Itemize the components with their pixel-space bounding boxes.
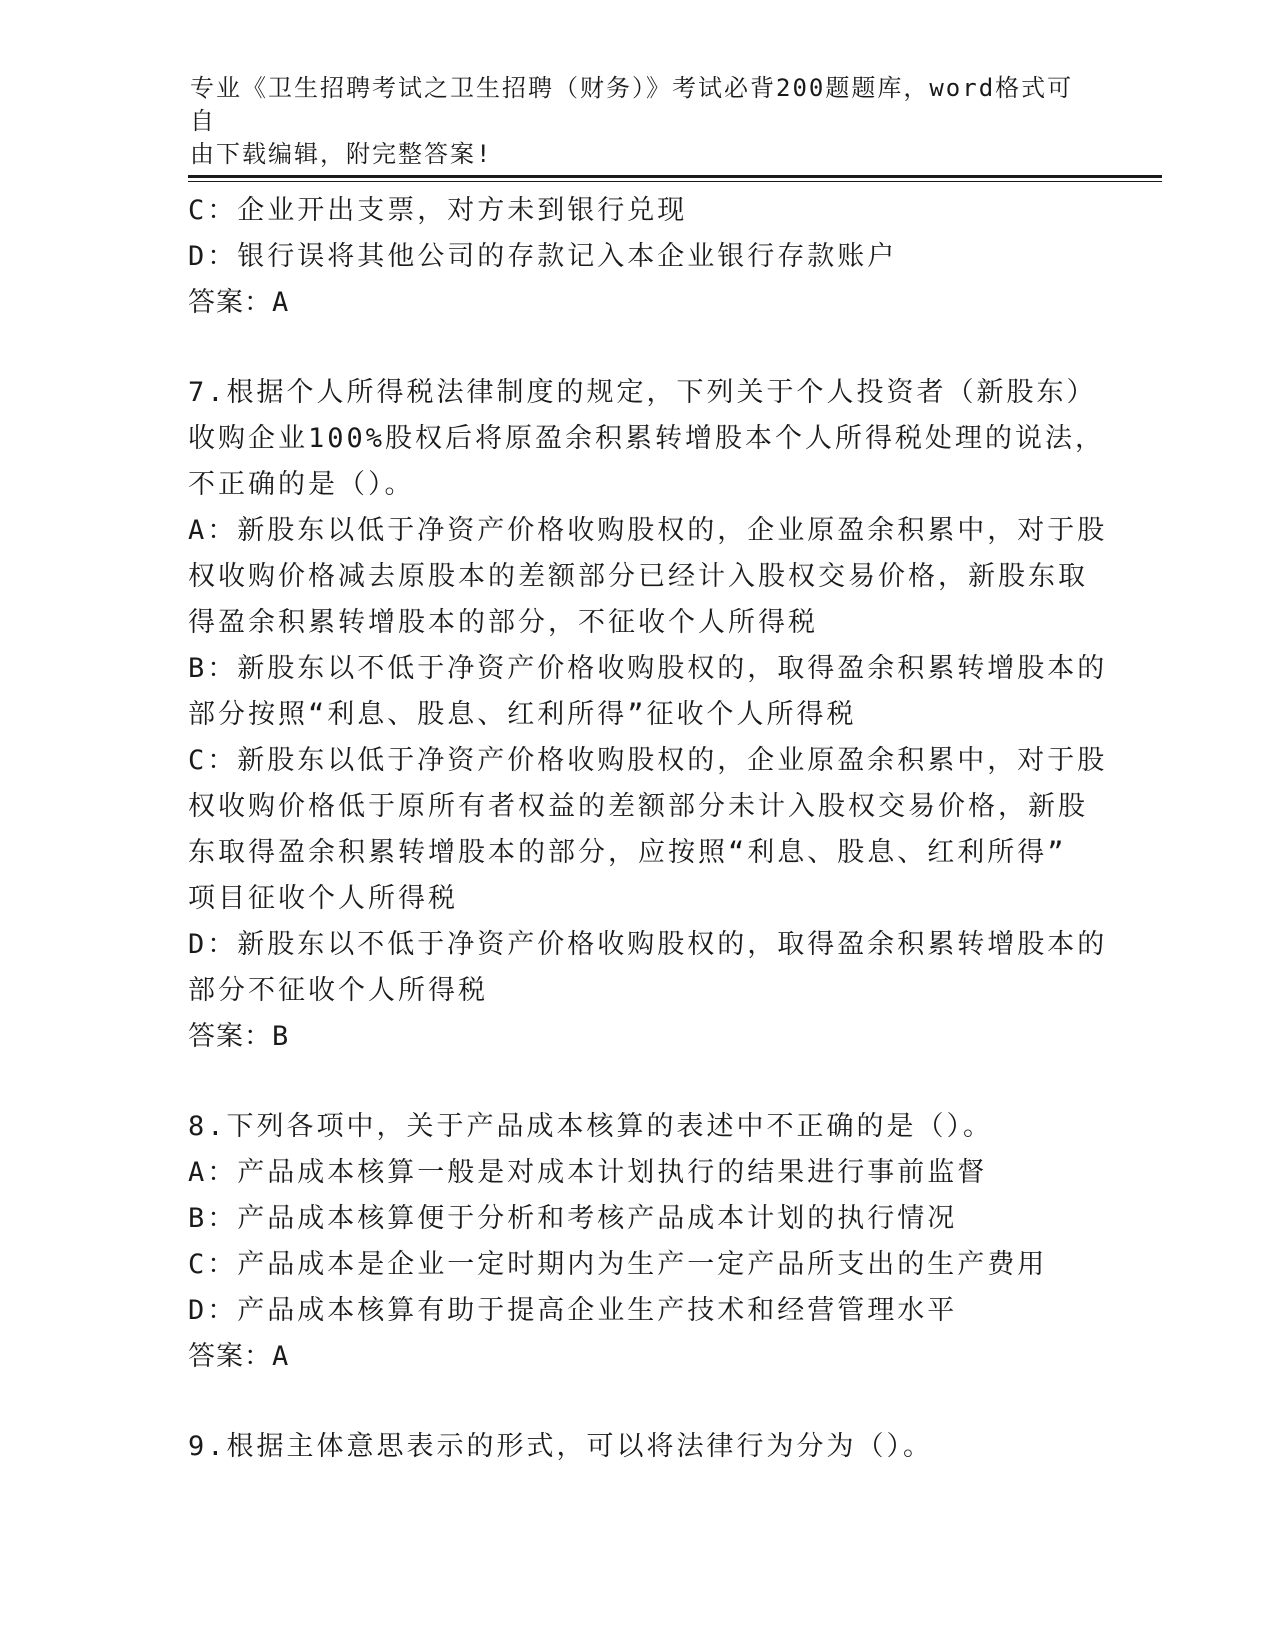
- option-c: C：新股东以低于净资产价格收购股权的，企业原盈余积累中，对于股: [188, 745, 1108, 776]
- question-stem: 不正确的是（）。: [188, 469, 415, 500]
- option-b: B：产品成本核算便于分析和考核产品成本计划的执行情况: [188, 1203, 958, 1234]
- option-c: C：企业开出支票，对方未到银行兑现: [188, 195, 688, 226]
- option-a: 权收购价格减去原股本的差额部分已经计入股权交易价格，新股东取: [188, 561, 1088, 592]
- spacer: [188, 1380, 1078, 1424]
- question-stem: 收购企业100%股权后将原盈余积累转增股本个人所得税处理的说法，: [188, 423, 1106, 454]
- option-d: D：产品成本核算有助于提高企业生产技术和经营管理水平: [188, 1295, 958, 1326]
- option-d: D：银行误将其他公司的存款记入本企业银行存款账户: [188, 241, 898, 272]
- option-b: 部分按照“利息、股息、红利所得”征收个人所得税: [188, 699, 857, 730]
- option-a: 得盈余积累转增股本的部分，不征收个人所得税: [188, 607, 818, 638]
- question-stem: 7.根据个人所得税法律制度的规定，下列关于个人投资者（新股东）: [188, 377, 1097, 408]
- header-line-2: 由下载编辑，附完整答案!: [190, 140, 493, 168]
- option-c: 项目征收个人所得税: [188, 883, 458, 914]
- option-b: B：新股东以不低于净资产价格收购股权的，取得盈余积累转增股本的: [188, 653, 1108, 684]
- header-rule-thin: [188, 181, 1162, 182]
- question-stem: 9.根据主体意思表示的形式，可以将法律行为分为（）。: [188, 1431, 934, 1462]
- answer: 答案：B: [188, 1021, 290, 1052]
- option-c: C：产品成本是企业一定时期内为生产一定产品所支出的生产费用: [188, 1249, 1048, 1280]
- document-header: [190, 72, 1090, 171]
- spacer: [188, 1060, 1078, 1104]
- option-d: 部分不征收个人所得税: [188, 975, 488, 1006]
- option-a: A：产品成本核算一般是对成本计划执行的结果进行事前监督: [188, 1157, 988, 1188]
- answer: 答案：A: [188, 1341, 290, 1372]
- question-9: [188, 1424, 1078, 1470]
- header-rule-thick: [188, 175, 1162, 178]
- question-6-tail: [188, 188, 1078, 326]
- answer: 答案：A: [188, 287, 290, 318]
- header-line-1: 专业《卫生招聘考试之卫生招聘（财务）》考试必背200题题库，word格式可自: [190, 74, 1074, 135]
- document-body: [188, 188, 1108, 1470]
- option-c: 权收购价格低于原所有者权益的差额部分未计入股权交易价格，新股: [188, 791, 1088, 822]
- question-7: [188, 370, 1108, 1060]
- question-stem: 8.下列各项中，关于产品成本核算的表述中不正确的是（）。: [188, 1111, 994, 1142]
- option-a: A：新股东以低于净资产价格收购股权的，企业原盈余积累中，对于股: [188, 515, 1108, 546]
- question-8: [188, 1104, 1078, 1380]
- option-d: D：新股东以不低于净资产价格收购股权的，取得盈余积累转增股本的: [188, 929, 1108, 960]
- spacer: [188, 326, 1078, 370]
- option-c: 东取得盈余积累转增股本的部分，应按照“利息、股息、红利所得”: [188, 837, 1067, 868]
